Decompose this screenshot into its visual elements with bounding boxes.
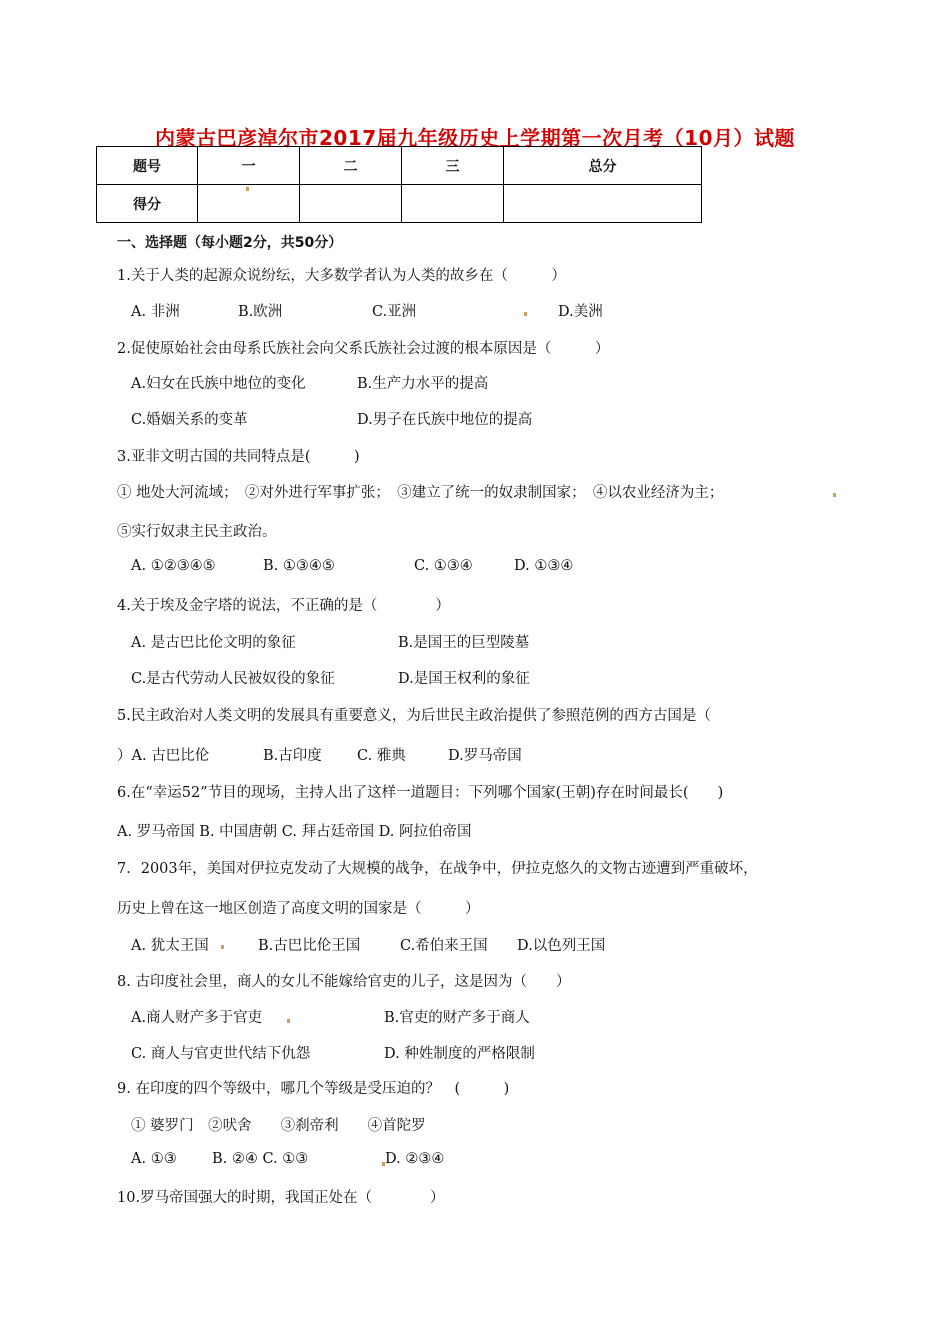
question-8-option: A.商人财产多于官吏: [131, 1010, 263, 1026]
question-1-option: C.亚洲: [372, 304, 417, 320]
question-3-option: B. ①③④⑤: [263, 558, 335, 574]
question-3-option: C. ①③④: [414, 558, 473, 574]
question-10-stem: 10.罗马帝国强大的时期，我国正处在（ ）: [117, 1190, 445, 1206]
question-9-stem: 9. 在印度的四个等级中，哪几个等级是受压迫的？ ( ): [117, 1081, 510, 1097]
question-9-statements: ① 婆罗门 ②吠舍 ③刹帝利 ④首陀罗: [131, 1118, 426, 1134]
question-9-option: D. ②③④: [385, 1151, 445, 1167]
question-3-statements: ⑤实行奴隶主民主政治。: [117, 524, 277, 540]
question-7-option: D.以色列王国: [517, 938, 606, 954]
score-header-cell: 一: [198, 147, 300, 185]
scan-mark: [246, 187, 249, 191]
score-table-header-row: [97, 147, 702, 185]
question-2-option: A.妇女在氏族中地位的变化: [131, 376, 306, 392]
question-9-option: A. ①③: [131, 1151, 177, 1167]
question-8-option: C. 商人与官吏世代结下仇怨: [131, 1046, 311, 1062]
score-header-cell: 二: [300, 147, 402, 185]
question-2-option: B.生产力水平的提高: [357, 376, 489, 392]
question-4-option: C.是古代劳动人民被奴役的象征: [131, 671, 335, 687]
question-7-stem-continued: 历史上曾在这一地区创造了高度文明的国家是（ ）: [117, 901, 480, 917]
question-1-option: B.欧洲: [238, 304, 283, 320]
question-2-option: C.婚姻关系的变革: [131, 412, 248, 428]
question-9-option: B. ②④ C. ①③: [212, 1151, 309, 1167]
question-3-stem: 3.亚非文明古国的共同特点是( ): [117, 449, 360, 465]
question-6-option: A. 罗马帝国 B. 中国唐朝 C. 拜占廷帝国 D. 阿拉伯帝国: [117, 824, 472, 840]
scan-mark: [221, 945, 224, 949]
score-row-label: 得分: [97, 185, 198, 223]
question-1-stem: 1.关于人类的起源众说纷纭，大多数学者认为人类的故乡在（ ）: [117, 268, 566, 284]
question-3-option: D. ①③④: [514, 558, 574, 574]
question-5-option: ）A. 古巴比伦: [117, 748, 210, 764]
section-heading: 一、选择题（每小题2分，共50分）: [117, 235, 343, 251]
question-6-stem: 6.在“幸运52”节目的现场，主持人出了这样一道题目：下列哪个国家(王朝)存在时间最长( ): [117, 785, 724, 801]
question-7-option: A. 犹太王国: [131, 938, 209, 954]
question-5-option: D.罗马帝国: [448, 748, 522, 764]
question-1-option: A. 非洲: [131, 304, 180, 320]
score-header-cell: 题号: [97, 147, 198, 185]
question-7-option: C.希伯来王国: [400, 938, 488, 954]
scan-mark: [833, 493, 836, 497]
question-5-option: B.古印度: [263, 748, 322, 764]
question-3-statements: ① 地处大河流域； ②对外进行军事扩张； ③建立了统一的奴隶制国家； ④以农业经济为主；: [117, 485, 724, 501]
score-table-score-row: [97, 185, 702, 223]
question-1-option: D.美洲: [558, 304, 603, 320]
question-4-option: D.是国王权利的象征: [398, 671, 530, 687]
question-5-option: C. 雅典: [357, 748, 406, 764]
score-table: [96, 146, 702, 223]
question-4-stem: 4.关于埃及金字塔的说法，不正确的是（ ）: [117, 598, 450, 614]
question-4-option: B.是国王的巨型陵墓: [398, 635, 530, 651]
question-2-option: D.男子在氏族中地位的提高: [357, 412, 533, 428]
score-header-cell: 三: [402, 147, 504, 185]
question-3-option: A. ①②③④⑤: [131, 558, 216, 574]
question-7-stem: 7．2003年，美国对伊拉克发动了大规模的战争，在战争中，伊拉克悠久的文物古迹遭到严重破坏，: [117, 861, 758, 877]
question-5-stem: 5.民主政治对人类文明的发展具有重要意义，为后世民主政治提供了参照范例的西方古国是（: [117, 708, 711, 724]
question-4-option: A. 是古巴比伦文明的象征: [131, 635, 296, 651]
score-cell[interactable]: [300, 185, 402, 223]
score-cell[interactable]: [402, 185, 504, 223]
question-2-stem: 2.促使原始社会由母系氏族社会向父系氏族社会过渡的根本原因是（ ）: [117, 341, 610, 357]
question-8-stem: 8. 古印度社会里，商人的女儿不能嫁给官吏的儿子，这是因为（ ）: [117, 974, 571, 990]
scan-mark: [287, 1019, 290, 1023]
score-header-cell: 总分: [504, 147, 702, 185]
scan-mark: [382, 1162, 385, 1166]
score-cell[interactable]: [504, 185, 702, 223]
scan-mark: [524, 312, 527, 316]
question-8-option: D. 种姓制度的严格限制: [384, 1046, 535, 1062]
question-7-option: B.古巴比伦王国: [258, 938, 361, 954]
question-8-option: B.官吏的财产多于商人: [384, 1010, 530, 1026]
page-title: 内蒙古巴彦淖尔市2017届九年级历史上学期第一次月考（10月）试题: [155, 126, 795, 150]
